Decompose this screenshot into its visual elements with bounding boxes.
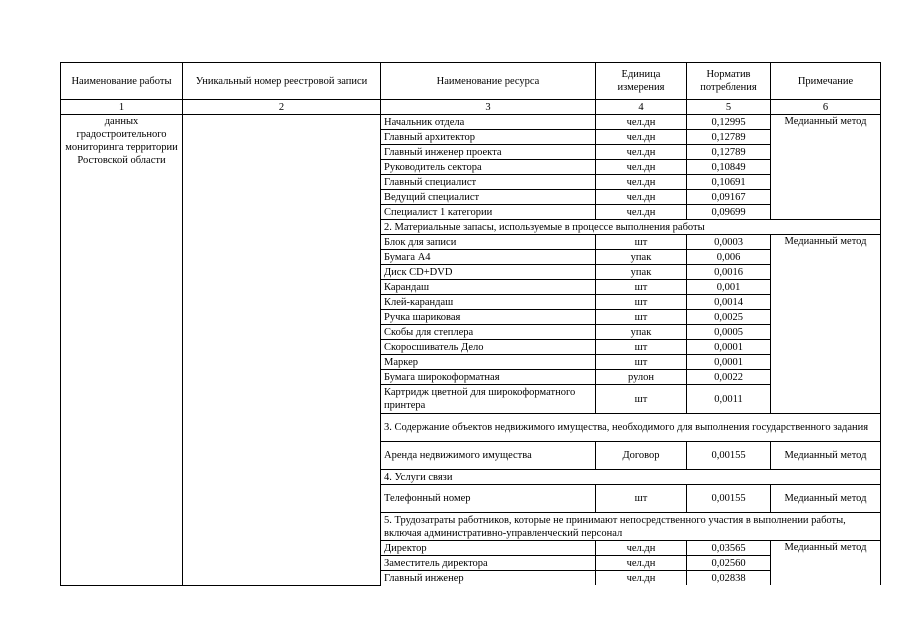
resource-value: 0,001 — [687, 280, 771, 295]
resource-unit: чел.дн — [596, 190, 687, 205]
column-number: 2 — [183, 100, 381, 115]
resource-value: 0,0011 — [687, 385, 771, 414]
resource-unit: чел.дн — [596, 205, 687, 220]
header-row — [61, 63, 881, 100]
header-resource-name: Наименование ресурса — [381, 63, 596, 100]
resource-unit: шт — [596, 385, 687, 414]
resource-unit: чел.дн — [596, 541, 687, 556]
resource-value: 0,12789 — [687, 145, 771, 160]
resource-name: Бумага А4 — [381, 250, 596, 265]
resource-name: Блок для записи — [381, 235, 596, 250]
resource-value: 0,0001 — [687, 340, 771, 355]
resource-name: Руководитель сектора — [381, 160, 596, 175]
resource-value: 0,0003 — [687, 235, 771, 250]
resource-unit: упак — [596, 250, 687, 265]
resource-unit: чел.дн — [596, 556, 687, 571]
column-number: 6 — [771, 100, 881, 115]
note-cell: Медианный метод — [771, 485, 881, 513]
resource-value: 0,0005 — [687, 325, 771, 340]
resource-name: Диск CD+DVD — [381, 265, 596, 280]
resource-name: Бумага широкоформатная — [381, 370, 596, 385]
section-title: 4. Услуги связи — [381, 470, 881, 485]
resource-unit: рулон — [596, 370, 687, 385]
column-number: 4 — [596, 100, 687, 115]
resource-unit: шт — [596, 340, 687, 355]
resource-name: Аренда недвижимого имущества — [381, 442, 596, 470]
section-title: 3. Содержание объектов недвижимого имущества, необходимого для выполнения государственного задания — [381, 414, 881, 442]
resource-value: 0,12995 — [687, 115, 771, 130]
work-name-cell: данных градостроительного мониторинга территории Ростовской области — [61, 115, 183, 586]
resource-name: Главный инженер проекта — [381, 145, 596, 160]
resource-unit: шт — [596, 280, 687, 295]
resource-name: Ведущий специалист — [381, 190, 596, 205]
norms-table — [60, 62, 881, 586]
resource-unit: шт — [596, 235, 687, 250]
column-number: 1 — [61, 100, 183, 115]
note-cell: Медианный метод — [771, 115, 881, 220]
header-registry-number: Уникальный номер реестровой записи — [183, 63, 381, 100]
resource-name: Скоросшиватель Дело — [381, 340, 596, 355]
resource-value: 0,02838 — [687, 571, 771, 586]
resource-value: 0,0014 — [687, 295, 771, 310]
resource-unit: чел.дн — [596, 571, 687, 586]
resource-value: 0,00155 — [687, 485, 771, 513]
header-norm: Норматив потребления — [687, 63, 771, 100]
resource-value: 0,0016 — [687, 265, 771, 280]
resource-name: Главный архитектор — [381, 130, 596, 145]
resource-name: Специалист 1 категории — [381, 205, 596, 220]
resource-value: 0,006 — [687, 250, 771, 265]
resource-name: Карандаш — [381, 280, 596, 295]
resource-name: Скобы для степлера — [381, 325, 596, 340]
resource-unit: шт — [596, 485, 687, 513]
resource-unit: чел.дн — [596, 145, 687, 160]
resource-value: 0,12789 — [687, 130, 771, 145]
resource-value: 0,0001 — [687, 355, 771, 370]
resource-name: Главный специалист — [381, 175, 596, 190]
table-row — [61, 115, 881, 130]
note-cell: Медианный метод — [771, 541, 881, 586]
resource-value: 0,10691 — [687, 175, 771, 190]
note-cell: Медианный метод — [771, 442, 881, 470]
registry-number-cell — [183, 115, 381, 586]
resource-unit: чел.дн — [596, 160, 687, 175]
resource-unit: чел.дн — [596, 130, 687, 145]
resource-unit: шт — [596, 295, 687, 310]
resource-name: Заместитель директора — [381, 556, 596, 571]
resource-value: 0,09699 — [687, 205, 771, 220]
resource-value: 0,0025 — [687, 310, 771, 325]
resource-value: 0,03565 — [687, 541, 771, 556]
column-number: 5 — [687, 100, 771, 115]
resource-value: 0,10849 — [687, 160, 771, 175]
resource-name: Главный инженер — [381, 571, 596, 586]
resource-name: Начальник отдела — [381, 115, 596, 130]
header-unit: Единица измерения — [596, 63, 687, 100]
resource-unit: упак — [596, 265, 687, 280]
resource-value: 0,02560 — [687, 556, 771, 571]
resource-value: 0,00155 — [687, 442, 771, 470]
resource-name: Директор — [381, 541, 596, 556]
header-work-name: Наименование работы — [61, 63, 183, 100]
resource-unit: шт — [596, 310, 687, 325]
resource-name: Клей-карандаш — [381, 295, 596, 310]
section-title: 5. Трудозатраты работников, которые не принимают непосредственного участия в выполнении работы, включая административно-управленческий персонал — [381, 513, 881, 541]
resource-value: 0,0022 — [687, 370, 771, 385]
resource-name: Ручка шариковая — [381, 310, 596, 325]
header-note: Примечание — [771, 63, 881, 100]
section-title: 2. Материальные запасы, используемые в процессе выполнения работы — [381, 220, 881, 235]
resource-name: Телефонный номер — [381, 485, 596, 513]
resource-unit: чел.дн — [596, 175, 687, 190]
resource-unit: шт — [596, 355, 687, 370]
column-number: 3 — [381, 100, 596, 115]
column-numbers-row — [61, 100, 881, 115]
resource-name: Маркер — [381, 355, 596, 370]
resource-value: 0,09167 — [687, 190, 771, 205]
resource-unit: чел.дн — [596, 115, 687, 130]
resource-unit: упак — [596, 325, 687, 340]
resource-unit: Договор — [596, 442, 687, 470]
note-cell: Медианный метод — [771, 235, 881, 414]
resource-name: Картридж цветной для широкоформатного принтера — [381, 385, 596, 414]
